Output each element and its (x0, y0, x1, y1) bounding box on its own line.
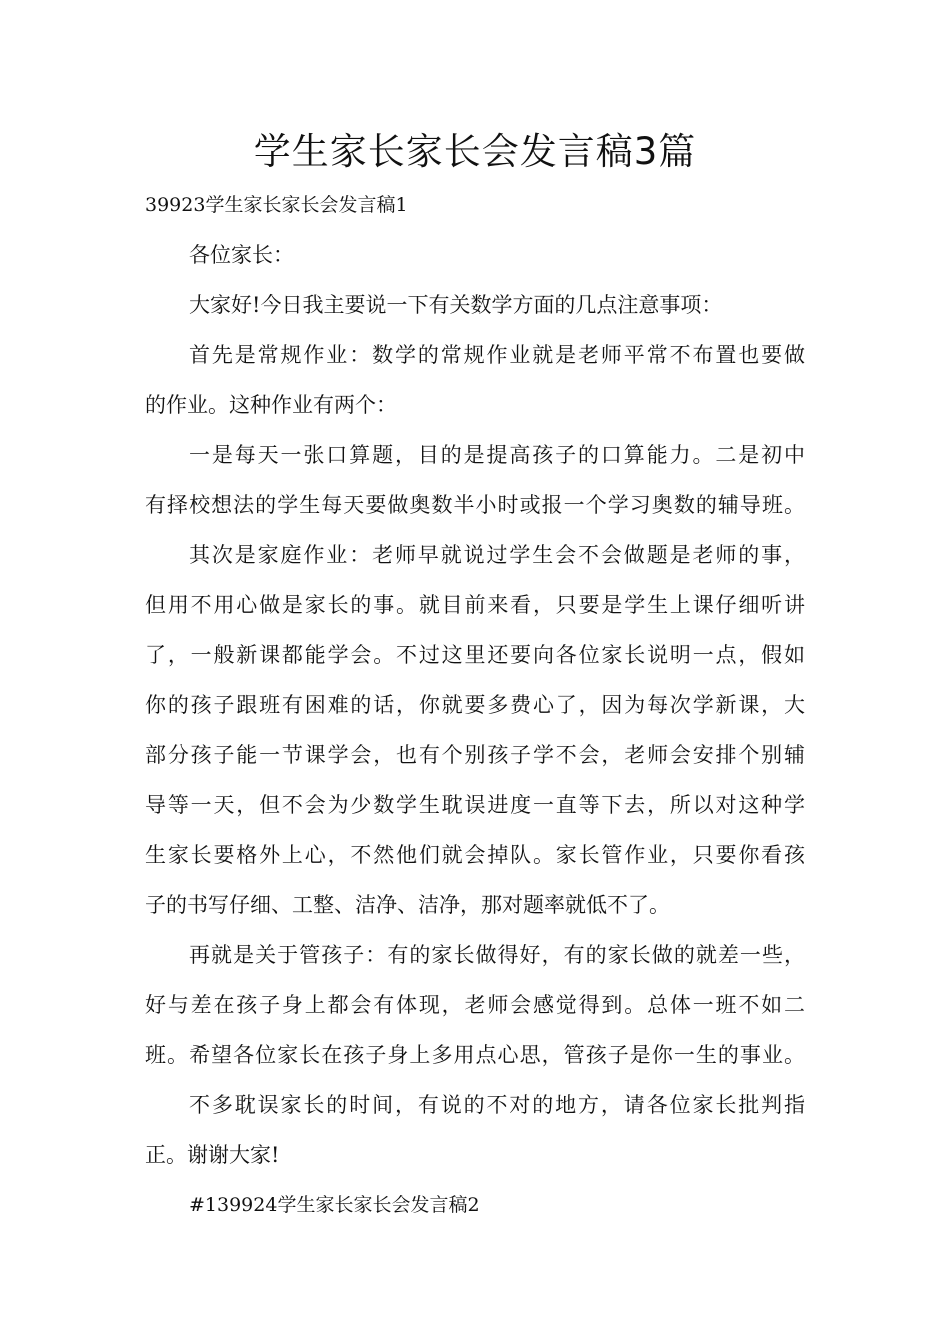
paragraph-line: 生家长要格外上心，不然他们就会掉队。家长管作业，只要你看孩 (145, 843, 805, 867)
paragraph-line: 有择校想法的学生每天要做奥数半小时或报一个学习奥数的辅导班。 (145, 493, 805, 517)
paragraph-line: 其次是家庭作业：老师早就说过学生会不会做题是老师的事， (189, 543, 805, 567)
paragraph-line: 导等一天，但不会为少数学生耽误进度一直等下去，所以对这种学 (145, 793, 805, 817)
paragraph-line: 不多耽误家长的时间，有说的不对的地方，请各位家长批判指 (189, 1093, 805, 1117)
greeting-line: 大家好!今日我主要说一下有关数学方面的几点注意事项： (189, 293, 723, 317)
paragraph-line: 好与差在孩子身上都会有体现，老师会感觉得到。总体一班不如二 (145, 993, 805, 1017)
paragraph-line: 一是每天一张口算题，目的是提高孩子的口算能力。二是初中 (189, 443, 805, 467)
paragraph-line: 首先是常规作业：数学的常规作业就是老师平常不布置也要做 (189, 343, 805, 367)
paragraph-line: 正。谢谢大家! (145, 1143, 280, 1167)
paragraph-line: 子的书写仔细、工整、洁净、洁净，那对题率就低不了。 (145, 893, 670, 917)
section-heading-1: 39923学生家长家长会发言稿1 (145, 194, 408, 216)
document-body (145, 180, 805, 1230)
paragraph-line: 班。希望各位家长在孩子身上多用点心思，管孩子是你一生的事业。 (145, 1043, 805, 1067)
paragraph-line: 部分孩子能一节课学会，也有个别孩子学不会，老师会安排个别辅 (145, 743, 805, 767)
salutation: 各位家长： (189, 243, 294, 267)
paragraph-line: 但用不用心做是家长的事。就目前来看，只要是学生上课仔细听讲 (145, 593, 805, 617)
paragraph-line: 你的孩子跟班有困难的话，你就要多费心了，因为每次学新课，大 (145, 693, 805, 717)
document-title: 学生家长家长会发言稿3篇 (253, 130, 697, 173)
paragraph-line: 了，一般新课都能学会。不过这里还要向各位家长说明一点，假如 (145, 643, 805, 667)
paragraph-line: 再就是关于管孩子：有的家长做得好，有的家长做的就差一些， (189, 943, 805, 967)
section-heading-2: #139924学生家长家长会发言稿2 (189, 1194, 480, 1216)
paragraph-line: 的作业。这种作业有两个： (145, 393, 397, 417)
